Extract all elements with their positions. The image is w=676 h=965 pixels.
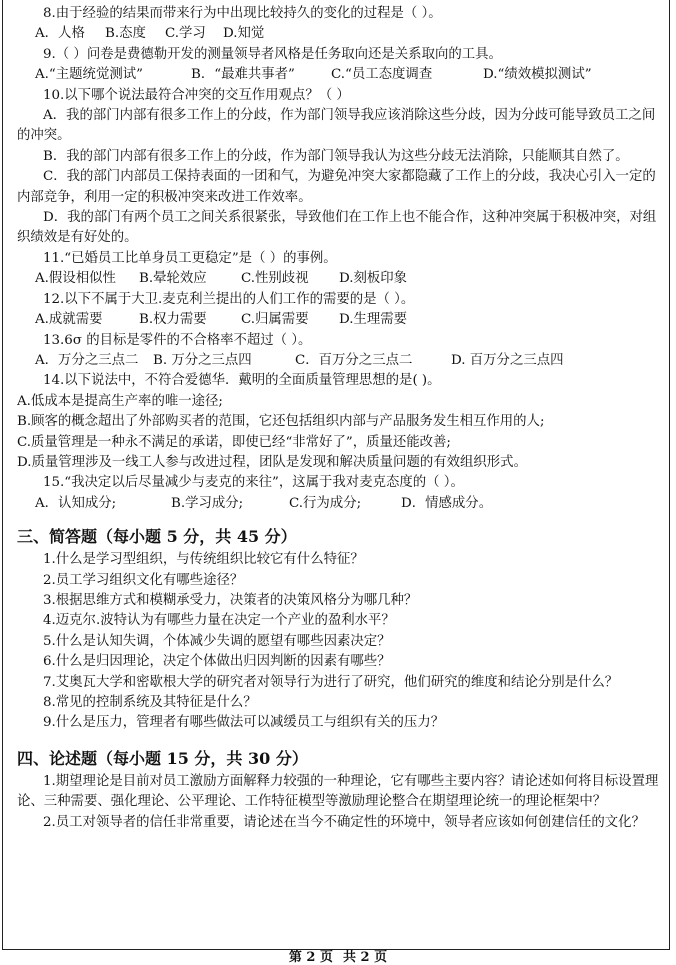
question-11-options: [17, 269, 661, 289]
question-15-options: [17, 494, 661, 514]
list-item-text: 7.艾奥瓦大学和密歇根大学的研究者对领导行为进行了研究，他们研究的维度和结论分别是什么？: [43, 674, 619, 690]
question-11-stem: 11.“已婚员工比单身员工更稳定”是（ ）的事例。: [43, 250, 337, 266]
option-d: D. 百万分之三点四: [451, 352, 564, 368]
page-frame: [2, 0, 670, 950]
option-c: C.行为成分;: [289, 495, 362, 511]
question-10-option-b: B．我的部门内部有很多工作上的分歧，作为部门领导我认为这些分歧无法消除，只能顺其自然了。: [43, 148, 629, 164]
section-4-question-2: 2.员工对领导者的信任非常重要，请论述在当今不确定性的环境中，领导者应该如何创建信任的文化？: [43, 814, 645, 830]
list-item: 5.什么是认知失调，个体减少失调的愿望有哪些因素决定？: [43, 633, 391, 649]
option-d: D.生理需要: [339, 312, 408, 328]
list-item: [43, 673, 661, 693]
section-3-list: [17, 550, 661, 734]
option-c: C.学习: [165, 26, 206, 42]
option-b: B．“最难共事者”: [191, 67, 295, 83]
section-4-title: 四、论述题（每小题 15 分，共 30 分）: [17, 748, 308, 768]
question-8-stem: 8.由于经验的结果而带来行为中出现比较持久的变化的过程是（ ）。: [43, 6, 442, 21]
option-c: C.性别歧视: [241, 271, 309, 287]
list-item: 2.员工学习组织文化有哪些途径？: [43, 572, 244, 588]
question-14-option-d: D.质量管理涉及一线工人参与改进过程，团队是发现和解决质量问题的有效组织形式。: [17, 454, 527, 470]
option-d: D.刻板印象: [339, 271, 408, 287]
question-10-option-c: C．我的部门内部员工保持表面的一团和气，为避免冲突大家都隐藏了工作上的分歧，我决心引入一定的内部竞争，利用一定的积极冲突来改进工作效率。: [17, 169, 656, 205]
question-12-options: [17, 310, 661, 330]
option-b: B.态度: [105, 26, 146, 42]
question-14-stem: 14.以下说法中，不符合爱德华．戴明的全面质量管理思想的是( )。: [43, 373, 441, 389]
option-d: D.“绩效模拟测试”: [483, 67, 592, 83]
question-10-option-a: A．我的部门内部有很多工作上的分歧，作为部门领导我应该消除这些分歧，因为分歧可能导致员工之间的冲突。: [17, 108, 656, 144]
question-14-option-b: B.顾客的概念超出了外部购买者的范围，它还包括组织内部与产品服务发生相互作用的人;: [17, 414, 545, 430]
question-10-stem: 10.以下哪个说法最符合冲突的交互作用观点？（ ）: [43, 87, 350, 103]
option-c: C．百万分之三点二: [295, 352, 413, 368]
question-9-options: [17, 65, 661, 85]
question-13-stem: 13.6σ 的目标是零件的不合格率不超过（ ）。: [43, 332, 312, 348]
option-a: A.“主题统觉测试”: [35, 67, 143, 83]
list-item: 3.根据思维方式和模糊承受力，决策者的决策风格分为哪几种？: [43, 592, 418, 608]
option-a: A．认知成分;: [35, 495, 117, 511]
question-14-option-c: C.质量管理是一种永不满足的承诺，即使已经“非常好了”，质量还能改善;: [17, 434, 451, 450]
question-12-stem: 12.以下不属于大卫.麦克利兰提出的人们工作的需要的是（ ）。: [43, 291, 415, 307]
option-a: A.假设相似性: [35, 271, 116, 287]
question-15-stem: 15.“我决定以后尽量减少与麦克的来往”，这属于我对麦克态度的（ ）。: [43, 475, 464, 491]
question-9-stem: 9.（ ）问卷是费德勒开发的测量领导者风格是任务取向还是关系取向的工具。: [43, 46, 502, 62]
question-13-options: [17, 351, 661, 371]
list-item: 8.常见的控制系统及其特征是什么？: [43, 695, 257, 710]
option-d: D．情感成分。: [401, 495, 493, 511]
list-item: 6.什么是归因理论，决定个体做出归因判断的因素有哪些？: [43, 654, 391, 670]
list-item: 9.什么是压力，管理者有哪些做法可以减缓员工与组织有关的压力？: [43, 715, 445, 731]
option-a: A．万分之三点二: [35, 352, 139, 368]
section-3-title: 三、简答题（每小题 5 分，共 45 分）: [17, 527, 297, 547]
question-10-option-d: D．我的部门有两个员工之间关系很紧张，导致他们在工作上也不能合作，这种冲突属于积极冲突，对组织绩效是有好处的。: [17, 210, 657, 246]
option-a: A．人格: [35, 26, 85, 42]
option-a: A.成就需要: [35, 312, 103, 328]
question-14-option-a: A.低成本是提高生产率的唯一途径;: [17, 393, 223, 409]
option-d: D.知觉: [223, 26, 265, 42]
page-footer: [0, 946, 676, 965]
page-content: [17, 4, 661, 833]
option-b: B. 万分之三点四: [153, 352, 252, 368]
question-8-options: [17, 24, 661, 44]
option-c: C.归属需要: [241, 312, 309, 328]
list-item: 1.什么是学习型组织，与传统组织比较它有什么特征？: [43, 552, 364, 568]
list-item: 4.迈克尔.波特认为有哪些力量在决定一个产业的盈利水平？: [43, 613, 395, 629]
option-c: C.“员工态度调查: [331, 67, 433, 83]
option-b: B.权力需要: [139, 312, 207, 328]
page-total: 共 2 页: [343, 950, 388, 965]
option-b: B.晕轮效应: [139, 271, 207, 287]
option-b: B.学习成分;: [171, 495, 244, 511]
page-number: 第 2 页: [288, 950, 333, 965]
section-4-question-1: 1.期望理论是目前对员工激励方面解释力较强的一种理论，它有哪些主要内容？请论述如何将目标设置理论、三种需要、强化理论、公平理论、工作特征模型等激励理论整合在期望理论统一的理论框架中？: [17, 773, 659, 810]
